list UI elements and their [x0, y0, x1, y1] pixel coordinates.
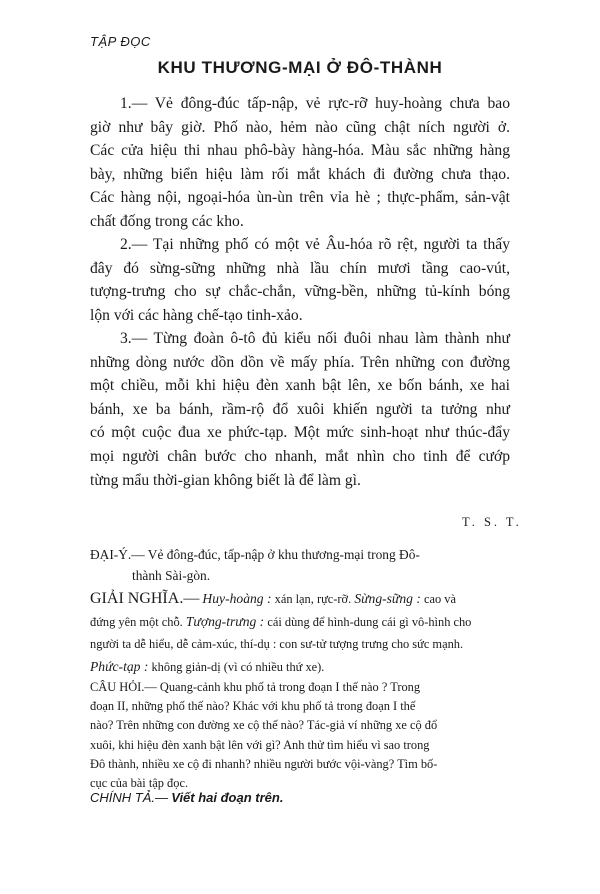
questions-section [90, 678, 520, 793]
author-signature: T. S. T. [462, 515, 522, 529]
question-line: nào? Trên những con đường xe cộ thế nào? Tác-giả ví những xe cộ đổ [90, 718, 438, 733]
question-line: cục của bài tập đọc. [90, 776, 189, 791]
paragraph-line: Các hàng nội, ngoại-hóa ùn-ùn trên vỉa hè ; thực-phẩm, sản-vật [90, 189, 510, 207]
paragraph-line: một chiều, mỗi khi hiệu đèn xanh bật lên, xe bốn bánh, xe hai [90, 377, 510, 395]
paragraph-line: tượng-trưng cho sự chắc-chắn, vững-bền, những tủ-kính bóng [90, 283, 510, 301]
vocab-def: cao và [423, 592, 456, 606]
paragraph-line: chất đống trong các kho. [90, 212, 244, 230]
question-line: xuôi, khi hiệu đèn xanh bật lên với gì? Anh thử tìm hiểu vì sao trong [90, 737, 430, 752]
vocab-def: cái dùng để hình-dung cái gì vô-hình cho [267, 614, 472, 629]
vocabulary-line [90, 611, 520, 634]
main-idea-line-2: thành Sài-gòn. [132, 568, 211, 583]
vocab-def: đứng yên một chỗ. [90, 614, 183, 629]
question-text: Quang-cảnh khu phố tả trong đoạn I thế nào ? Trong [159, 680, 421, 694]
paragraph-line: mọi người chân bước cho nhanh, mắt nhìn cho tinh để cướp [90, 447, 510, 465]
paragraph-3 [90, 327, 510, 492]
vocab-def: không giản-dị (vì có nhiều thứ xe). [151, 659, 325, 674]
lesson-title: KHU THƯƠNG-MẠI Ở ĐÔ-THÀNH [157, 58, 443, 77]
question-line: Đô thành, nhiều xe cộ đi nhanh? nhiều người bước vội-vàng? Tìm bố- [90, 756, 438, 771]
paragraph-1 [90, 92, 510, 234]
vocab-term: Sừng-sững : [354, 591, 421, 606]
dictation-label: CHÍNH TẢ.— [90, 790, 168, 805]
paragraph-line: 2.— Tại những phố có một vẻ Âu-hóa rõ rệt, người ta thấy [120, 236, 510, 253]
paragraph-line: từng mẩu thời-gian không biết là để làm gì. [90, 471, 361, 489]
vocab-term: Tượng-trưng : [185, 613, 265, 629]
paragraph-line: Các cửa hiệu thi nhau phô-bày hàng-hóa. Màu sắc những hàng [90, 142, 510, 160]
questions-label: CÂU HỎI.— [90, 680, 157, 694]
dictation-section [90, 790, 283, 806]
main-idea-label: ĐẠI-Ý.— [90, 547, 145, 562]
paragraph-2 [90, 233, 510, 327]
paragraph-line: lộn với các hàng chế-tạo tinh-xảo. [90, 306, 303, 324]
main-idea-text: Vẻ đông-đúc, tấp-nập ở khu thương-mại trong Đô- [147, 547, 420, 562]
vocabulary-line [90, 588, 520, 611]
vocabulary-section [90, 588, 520, 678]
paragraph-line: 3.— Từng đoàn ô-tô đủ kiểu nối đuôi nhau làm thành như [120, 330, 510, 347]
question-line: đoạn II, những phố thế nào? Khác với khu phố tả trong đoạn I thế [90, 699, 416, 714]
vocabulary-label: GIẢI NGHĨA.— [90, 590, 200, 607]
section-label: TẬP ĐỌC [90, 34, 151, 49]
paragraph-line: bày, những biển hiệu làm rối mắt khách đi đường chưa thạo. [90, 165, 510, 183]
main-idea-line-1 [90, 544, 520, 565]
paragraph-line: bánh, xe ba bánh, rầm-rộ đổ xuôi khiến người ta tưởng như [90, 400, 510, 418]
question-line [90, 678, 520, 697]
vocab-term: Huy-hoàng : [202, 591, 272, 606]
vocabulary-line: người ta dễ hiểu, dễ cảm-xúc, thí-dụ : con sư-tử tượng trưng cho sức mạnh. [90, 637, 464, 651]
paragraph-line: 1.— Vẻ đông-đúc tấp-nập, vẻ rực-rỡ huy-hoàng chưa bao [120, 95, 510, 112]
vocabulary-line [90, 656, 520, 679]
dictation-text: Viết hai đoạn trên. [171, 790, 284, 805]
vocab-def: xán lạn, rực-rỡ. [274, 592, 352, 606]
paragraph-line: giờ như bây giờ. Phố nào, hẻm nào cũng chật ních người ở. [90, 118, 510, 136]
main-idea [90, 544, 520, 586]
paragraph-line: đây đó sừng-sững những nhà lầu chín mươi tầng cao-vút, [90, 259, 510, 277]
paragraph-line: những dòng nước dồn dồn về mấy phía. Trên những con đường [90, 353, 510, 371]
vocab-term: Phức-tạp : [90, 658, 149, 674]
paragraph-line: có một cuộc đua xe phức-tạp. Một mức sinh-hoạt như thúc-đẩy [90, 424, 510, 442]
